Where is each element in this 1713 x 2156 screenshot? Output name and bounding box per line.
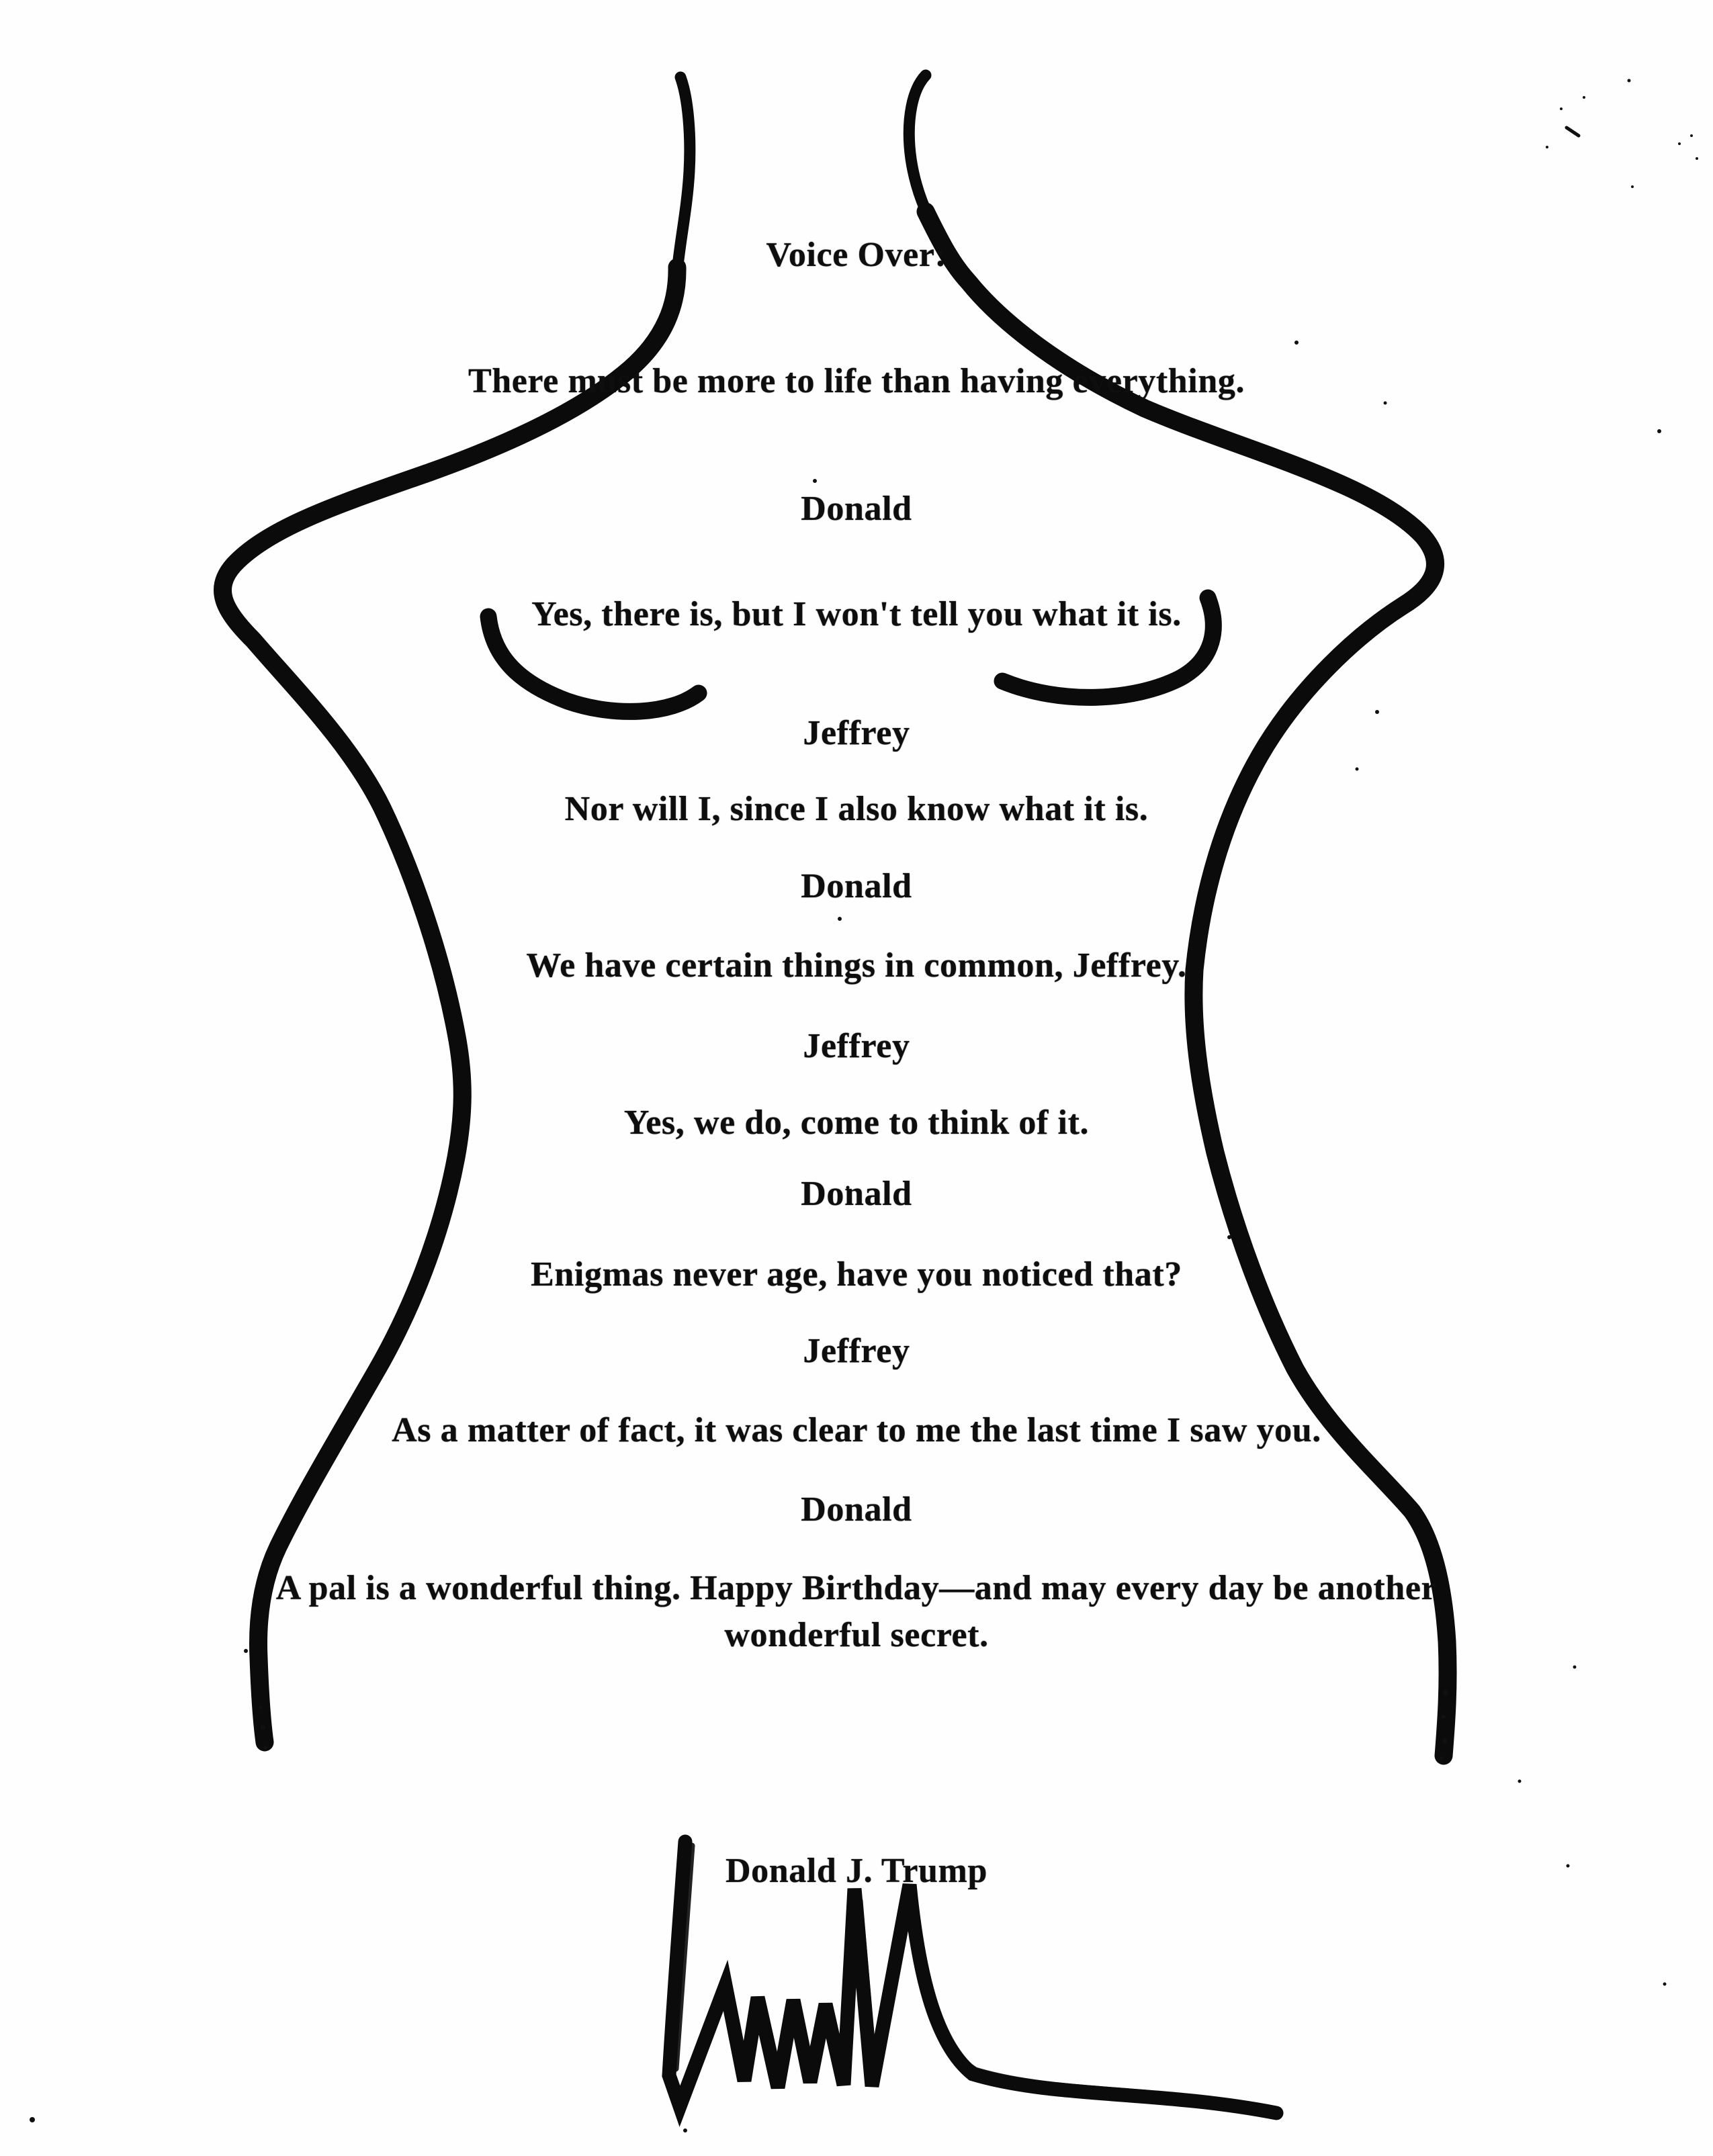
dialogue-line: Yes, there is, but I won't tell you what it is. [531,595,1182,633]
speaker-name: Donald [801,1175,912,1213]
voice-over-line: There must be more to life than having everything. [468,362,1245,400]
speaker-name: Donald [801,1490,912,1529]
dialogue-line: Nor will I, since I also know what it is. [564,790,1149,828]
speaker-name: Donald [801,490,912,528]
dialogue-line-wrap: wonderful secret. [724,1616,989,1654]
speaker-name: Jeffrey [803,1027,910,1065]
speaker-name: Jeffrey [803,1332,910,1370]
dialogue-line: As a matter of fact, it was clear to me the last time I saw you. [392,1411,1321,1449]
speaker-name: Donald [801,867,912,905]
typed-signature-name: Donald J. Trump [726,1852,987,1890]
speaker-name: Jeffrey [803,714,910,752]
dialogue-line: We have certain things in common, Jeffrey. [526,946,1187,985]
right-neck-stroke [909,75,928,216]
dialogue-line: A pal is a wonderful thing. Happy Birthday—and may every day be another [275,1569,1438,1607]
voice-over-heading: Voice Over: [766,236,947,274]
dialogue-line: Enigmas never age, have you noticed that? [531,1255,1182,1294]
dialogue-line: Yes, we do, come to think of it. [623,1104,1090,1142]
